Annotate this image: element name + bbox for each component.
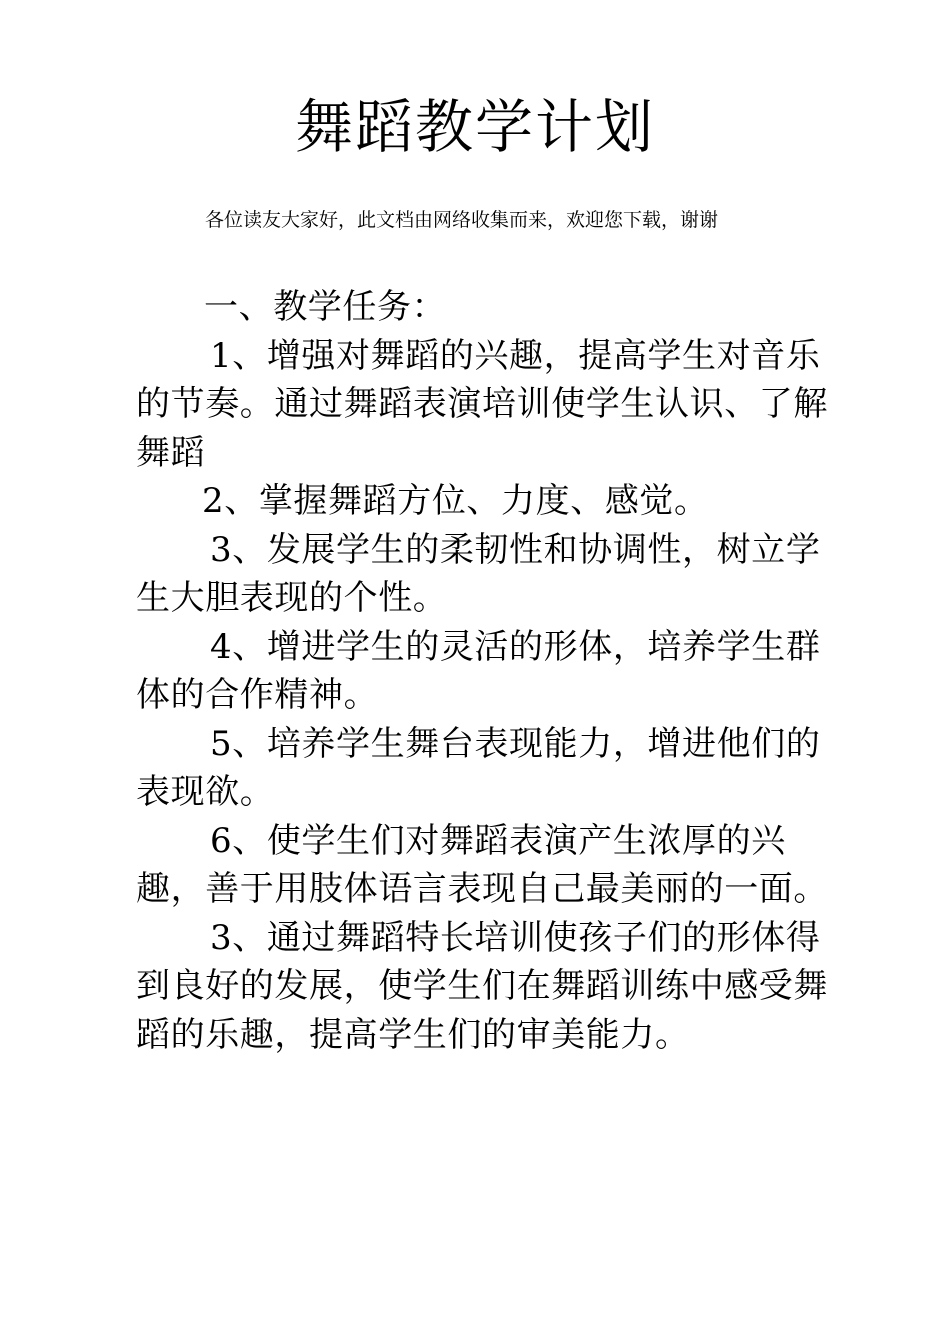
task-item-4: 4、增进学生的灵活的形体，培养学生群体的合作精神。 [136,626,821,715]
document-body [136,283,828,1059]
download-notice: 各位读友大家好，此文档由网络收集而来，欢迎您下载，谢谢 [205,209,719,231]
task-item-2: 2、掌握舞蹈方位、力度、感觉。 [202,481,709,521]
task-item-5: 5、培养学生舞台表现能力，增进他们的表现欲。 [136,723,821,812]
document-title: 舞蹈教学计划 [294,93,655,161]
task-item-6: 6、使学生们对舞蹈表演产生浓厚的兴趣，善于用肢体语言表现自己最美丽的一面。 [136,820,828,909]
section-heading-teaching-tasks: 一、教学任务： [204,287,447,327]
task-item-7: 3、通过舞蹈特长培训使孩子们的形体得到良好的发展，使学生们在舞蹈训练中感受舞蹈的乐趣，提高学生们的审美能力。 [136,917,828,1055]
task-item-3: 3、发展学生的柔韧性和协调性，树立学生大胆表现的个性。 [136,529,821,618]
task-item-1: 1、增强对舞蹈的兴趣，提高学生对音乐的节奏。通过舞蹈表演培训使学生认识、了解舞蹈 [136,335,828,473]
